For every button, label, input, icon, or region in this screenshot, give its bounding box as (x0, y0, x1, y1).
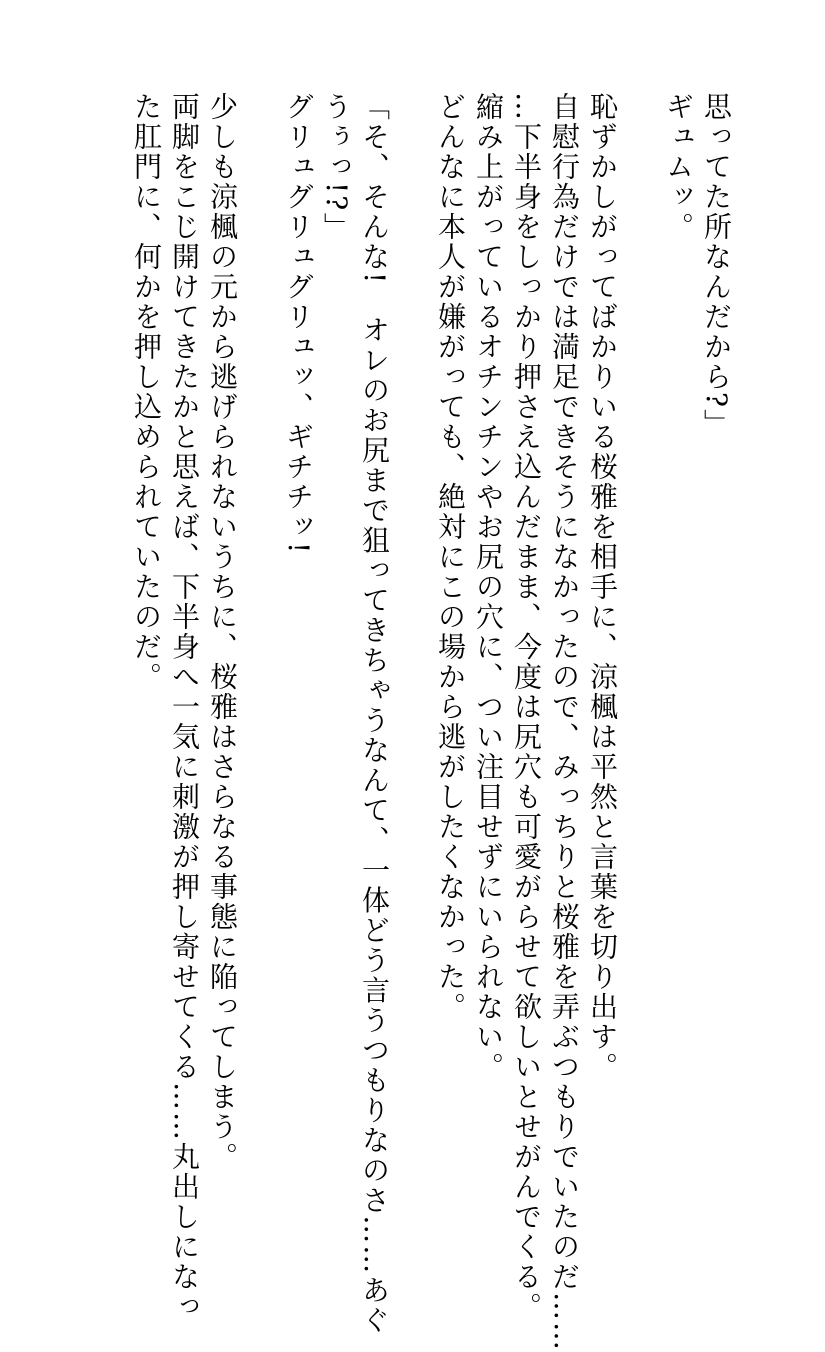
text-line: …下半身をしっかり押さえ込んだまま、今度は尻穴も可愛がらせて欲しいとせがんでくる。 (510, 92, 543, 1322)
text-line: 両脚をこじ開けてきたかと思えば、下半身へ一気に刺激が押し寄せてくる……丸出しになっ (168, 92, 201, 1322)
text-line: うぅっ!?」 (320, 92, 353, 243)
text-line: グリュグリュグリュッ、ギチチッ! (282, 92, 315, 556)
paragraph-spacer (393, 92, 431, 1092)
text-line: 「そ、そんな! オレのお尻まで狙ってきちゃうなんて、一体どう言うつもりなのさ……あぐ (358, 92, 391, 1336)
text-line: 自慰行為だけでは満足できそうになかったので、みっちりと桜雅を弄ぶつもりでいたのだ…… (548, 92, 581, 1352)
text-line: た肛門に、何かを押し込められていたのだ。 (130, 92, 163, 692)
text-line: どんなに本人が嫌がっても、絶対にこの場から逃がしたくなかった。 (434, 92, 467, 1022)
text-line: 思ってた所なんだから?」 (700, 92, 733, 440)
text-line: 縮み上がっているオチンチンやお尻の穴に、つい注目せずにいられない。 (472, 92, 505, 1082)
vertical-text-body (127, 92, 735, 1352)
text-line: 少しも涼楓の元から逃げられないうちに、桜雅はさらなる事態に陥ってしまう。 (206, 92, 239, 1172)
paragraph-spacer (621, 92, 659, 1092)
text-line: 恥ずかしがってばかりいる桜雅を相手に、涼楓は平然と言葉を切り出す。 (586, 92, 619, 1082)
text-line: ギュムッ。 (662, 92, 695, 242)
paragraph-spacer (241, 92, 279, 1092)
